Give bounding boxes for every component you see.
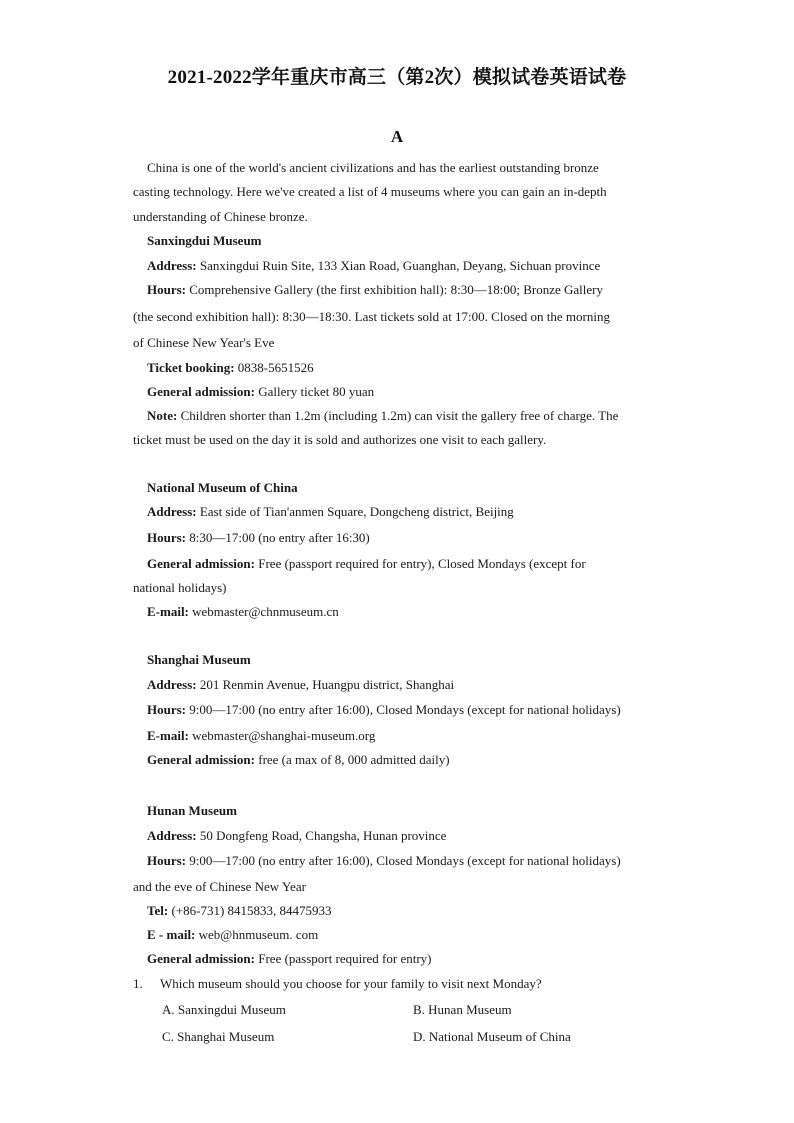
option-b[interactable]: B. Hunan Museum <box>413 1002 512 1017</box>
shanghai-name: Shanghai Museum <box>147 652 251 667</box>
option-d[interactable]: D. National Museum of China <box>413 1029 571 1044</box>
national-admission-cont: national holidays) <box>133 580 227 595</box>
national-address: Address: East side of Tian'anmen Square, Dongcheng district, Beijing <box>147 504 514 519</box>
intro-line-1: China is one of the world's ancient civilizations and has the earliest outstanding bronze <box>147 160 599 175</box>
shanghai-hours: Hours: 9:00—17:00 (no entry after 16:00), Closed Mondays (except for national holidays) <box>147 702 621 717</box>
option-a[interactable]: A. Sanxingdui Museum <box>162 1002 286 1017</box>
sanxingdui-ticket: Ticket booking: 0838-5651526 <box>147 360 314 375</box>
hunan-hours-cont: and the eve of Chinese New Year <box>133 879 306 894</box>
intro-line-3: understanding of Chinese bronze. <box>133 209 308 224</box>
shanghai-admission: General admission: free (a max of 8, 000 admitted daily) <box>147 752 450 767</box>
shanghai-address: Address: 201 Renmin Avenue, Huangpu district, Shanghai <box>147 677 455 692</box>
sanxingdui-admission: General admission: Gallery ticket 80 yuan <box>147 384 375 399</box>
sanxingdui-note: Note: Children shorter than 1.2m (including 1.2m) can visit the gallery free of charge. The <box>147 408 619 423</box>
sanxingdui-address: Address: Sanxingdui Ruin Site, 133 Xian Road, Guanghan, Deyang, Sichuan province <box>147 258 601 273</box>
national-hours: Hours: 8:30—17:00 (no entry after 16:30) <box>147 530 370 545</box>
sanxingdui-name: Sanxingdui Museum <box>147 233 262 248</box>
national-email: E-mail: webmaster@chnmuseum.cn <box>147 604 339 619</box>
sanxingdui-note-cont: ticket must be used on the day it is sold and authorizes one visit to each gallery. <box>133 432 547 447</box>
intro-line-2: casting technology. Here we've created a list of 4 museums where you can gain an in-depth <box>133 184 607 199</box>
hunan-tel: Tel: (+86-731) 8415833, 84475933 <box>147 903 332 918</box>
hunan-address: Address: 50 Dongfeng Road, Changsha, Hunan province <box>147 828 447 843</box>
hunan-hours: Hours: 9:00—17:00 (no entry after 16:00), Closed Mondays (except for national holidays) <box>147 853 621 868</box>
option-c[interactable]: C. Shanghai Museum <box>162 1029 275 1044</box>
hunan-email: E - mail: web@hnmuseum. com <box>147 927 319 942</box>
question-number: 1. <box>133 976 143 991</box>
national-name: National Museum of China <box>147 480 298 495</box>
hunan-admission: General admission: Free (passport required for entry) <box>147 951 432 966</box>
question-text: Which museum should you choose for your family to visit next Monday? <box>160 976 542 991</box>
sanxingdui-hours-cont-2: of Chinese New Year's Eve <box>133 335 275 350</box>
shanghai-email: E-mail: webmaster@shanghai-museum.org <box>147 728 376 743</box>
hunan-name: Hunan Museum <box>147 803 237 818</box>
sanxingdui-hours: Hours: Comprehensive Gallery (the first exhibition hall): 8:30—18:00; Bronze Gallery <box>147 282 603 297</box>
section-title: A <box>390 127 404 146</box>
sanxingdui-hours-cont: (the second exhibition hall): 8:30—18:30. Last tickets sold at 17:00. Closed on the morning <box>133 309 610 324</box>
national-admission: General admission: Free (passport required for entry), Closed Mondays (except for <box>147 556 586 571</box>
page-title: 2021-2022学年重庆市高三（第2次）模拟试卷英语试卷 <box>167 67 627 88</box>
